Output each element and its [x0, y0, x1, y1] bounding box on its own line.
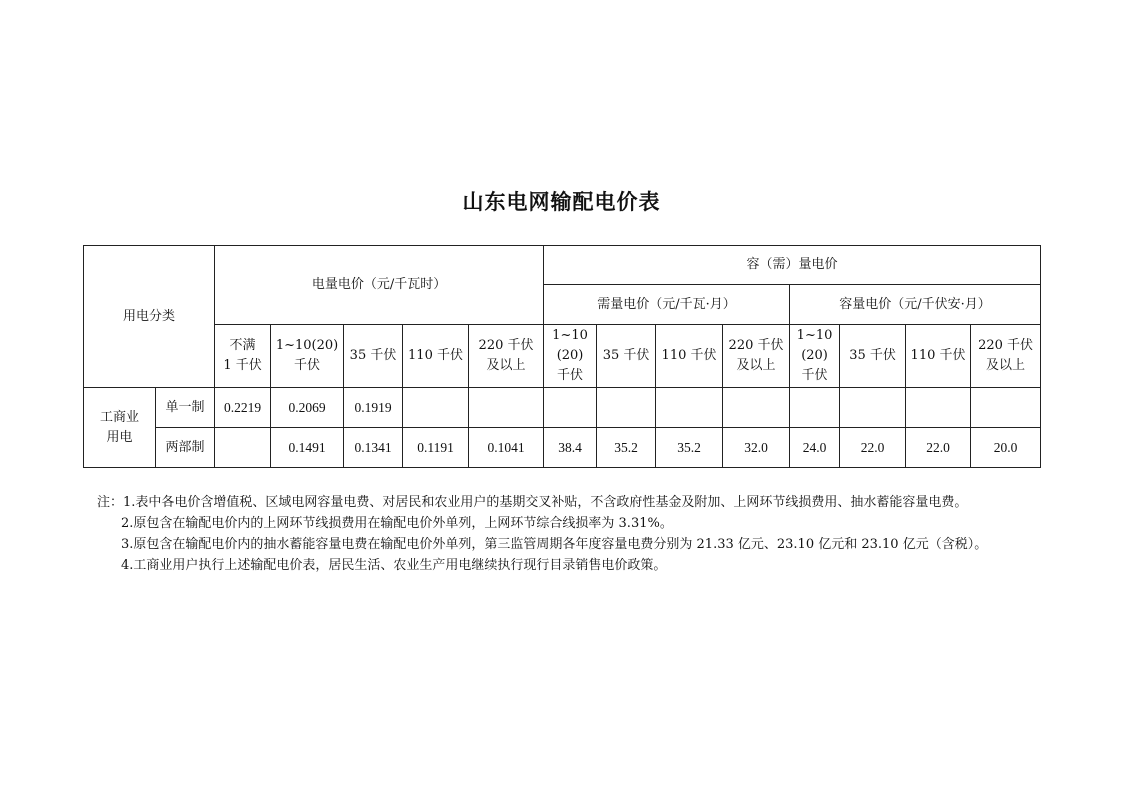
- energy-price-cell: [403, 388, 469, 428]
- note-line: 2.原包含在输配电价内的上网环节线损费用在输配电价外单列，上网环节综合线损率为 3.31%。: [121, 516, 673, 531]
- demand-price-header: 需量电价（元/千瓦·月）: [544, 285, 790, 325]
- energy-col-header: 1~10(20) 千伏: [271, 325, 344, 388]
- demand-price-cell: [656, 388, 723, 428]
- row-label: 两部制: [156, 428, 215, 468]
- energy-col-header: 110 千伏: [403, 325, 469, 388]
- demand-col-header: 220 千伏 及以上: [723, 325, 790, 388]
- energy-price-cell: 0.2219: [215, 388, 271, 428]
- note-line: 3.原包含在输配电价内的抽水蓄能容量电费在输配电价外单列，第三监管周期各年度容量电费分别为 21.33 亿元、23.10 亿元和 23.10 亿元（含税）。: [121, 537, 988, 552]
- energy-price-cell: 0.1041: [469, 428, 544, 468]
- energy-price-cell: 0.1919: [344, 388, 403, 428]
- energy-col-header: 220 千伏 及以上: [469, 325, 544, 388]
- demand-price-cell: [723, 388, 790, 428]
- energy-col-header: 35 千伏: [344, 325, 403, 388]
- capacity-col-header: 1~10 (20) 千伏: [790, 325, 840, 388]
- row-label: 单一制: [156, 388, 215, 428]
- demand-col-header: 1~10 (20) 千伏: [544, 325, 597, 388]
- energy-price-cell: 0.1191: [403, 428, 469, 468]
- capacity-price-cell: [906, 388, 971, 428]
- demand-price-cell: 38.4: [544, 428, 597, 468]
- capacity-price-cell: 24.0: [790, 428, 840, 468]
- capacity-price-cell: [971, 388, 1041, 428]
- note-line: 4.工商业用户执行上述输配电价表，居民生活、农业生产用电继续执行现行目录销售电价政策。: [121, 558, 667, 573]
- capacity-col-header: 220 千伏 及以上: [971, 325, 1041, 388]
- demand-price-cell: 32.0: [723, 428, 790, 468]
- tariff-table: [83, 245, 1041, 468]
- category-header: 用电分类: [84, 246, 215, 388]
- table-row: [84, 388, 1041, 428]
- demand-price-cell: 35.2: [656, 428, 723, 468]
- capacity-price-cell: 22.0: [906, 428, 971, 468]
- table-row: [84, 428, 1041, 468]
- notes-section: [97, 492, 1097, 576]
- energy-price-cell: 0.2069: [271, 388, 344, 428]
- capacity-price-cell: [790, 388, 840, 428]
- energy-price-header: 电量电价（元/千瓦时）: [215, 246, 544, 325]
- capacity-price-cell: 22.0: [840, 428, 906, 468]
- capacity-price-header: 容量电价（元/千伏安·月）: [790, 285, 1041, 325]
- capacity-demand-group-header: 容（需）量电价: [544, 246, 1041, 285]
- note-line: 注：1.表中各电价含增值税、区域电网容量电费、对居民和农业用户的基期交叉补贴，不含政府性基金及附加、上网环节线损费用、抽水蓄能容量电费。: [97, 495, 968, 510]
- energy-price-cell: 0.1491: [271, 428, 344, 468]
- capacity-price-cell: [840, 388, 906, 428]
- demand-price-cell: [597, 388, 656, 428]
- capacity-col-header: 35 千伏: [840, 325, 906, 388]
- capacity-price-cell: 20.0: [971, 428, 1041, 468]
- energy-col-header: 不满 1 千伏: [215, 325, 271, 388]
- demand-price-cell: [544, 388, 597, 428]
- demand-price-cell: 35.2: [597, 428, 656, 468]
- user-group-label: 工商业 用电: [84, 388, 156, 468]
- demand-col-header: 110 千伏: [656, 325, 723, 388]
- energy-price-cell: [469, 388, 544, 428]
- energy-price-cell: [215, 428, 271, 468]
- demand-col-header: 35 千伏: [597, 325, 656, 388]
- page-title: 山东电网输配电价表: [462, 189, 661, 214]
- capacity-col-header: 110 千伏: [906, 325, 971, 388]
- energy-price-cell: 0.1341: [344, 428, 403, 468]
